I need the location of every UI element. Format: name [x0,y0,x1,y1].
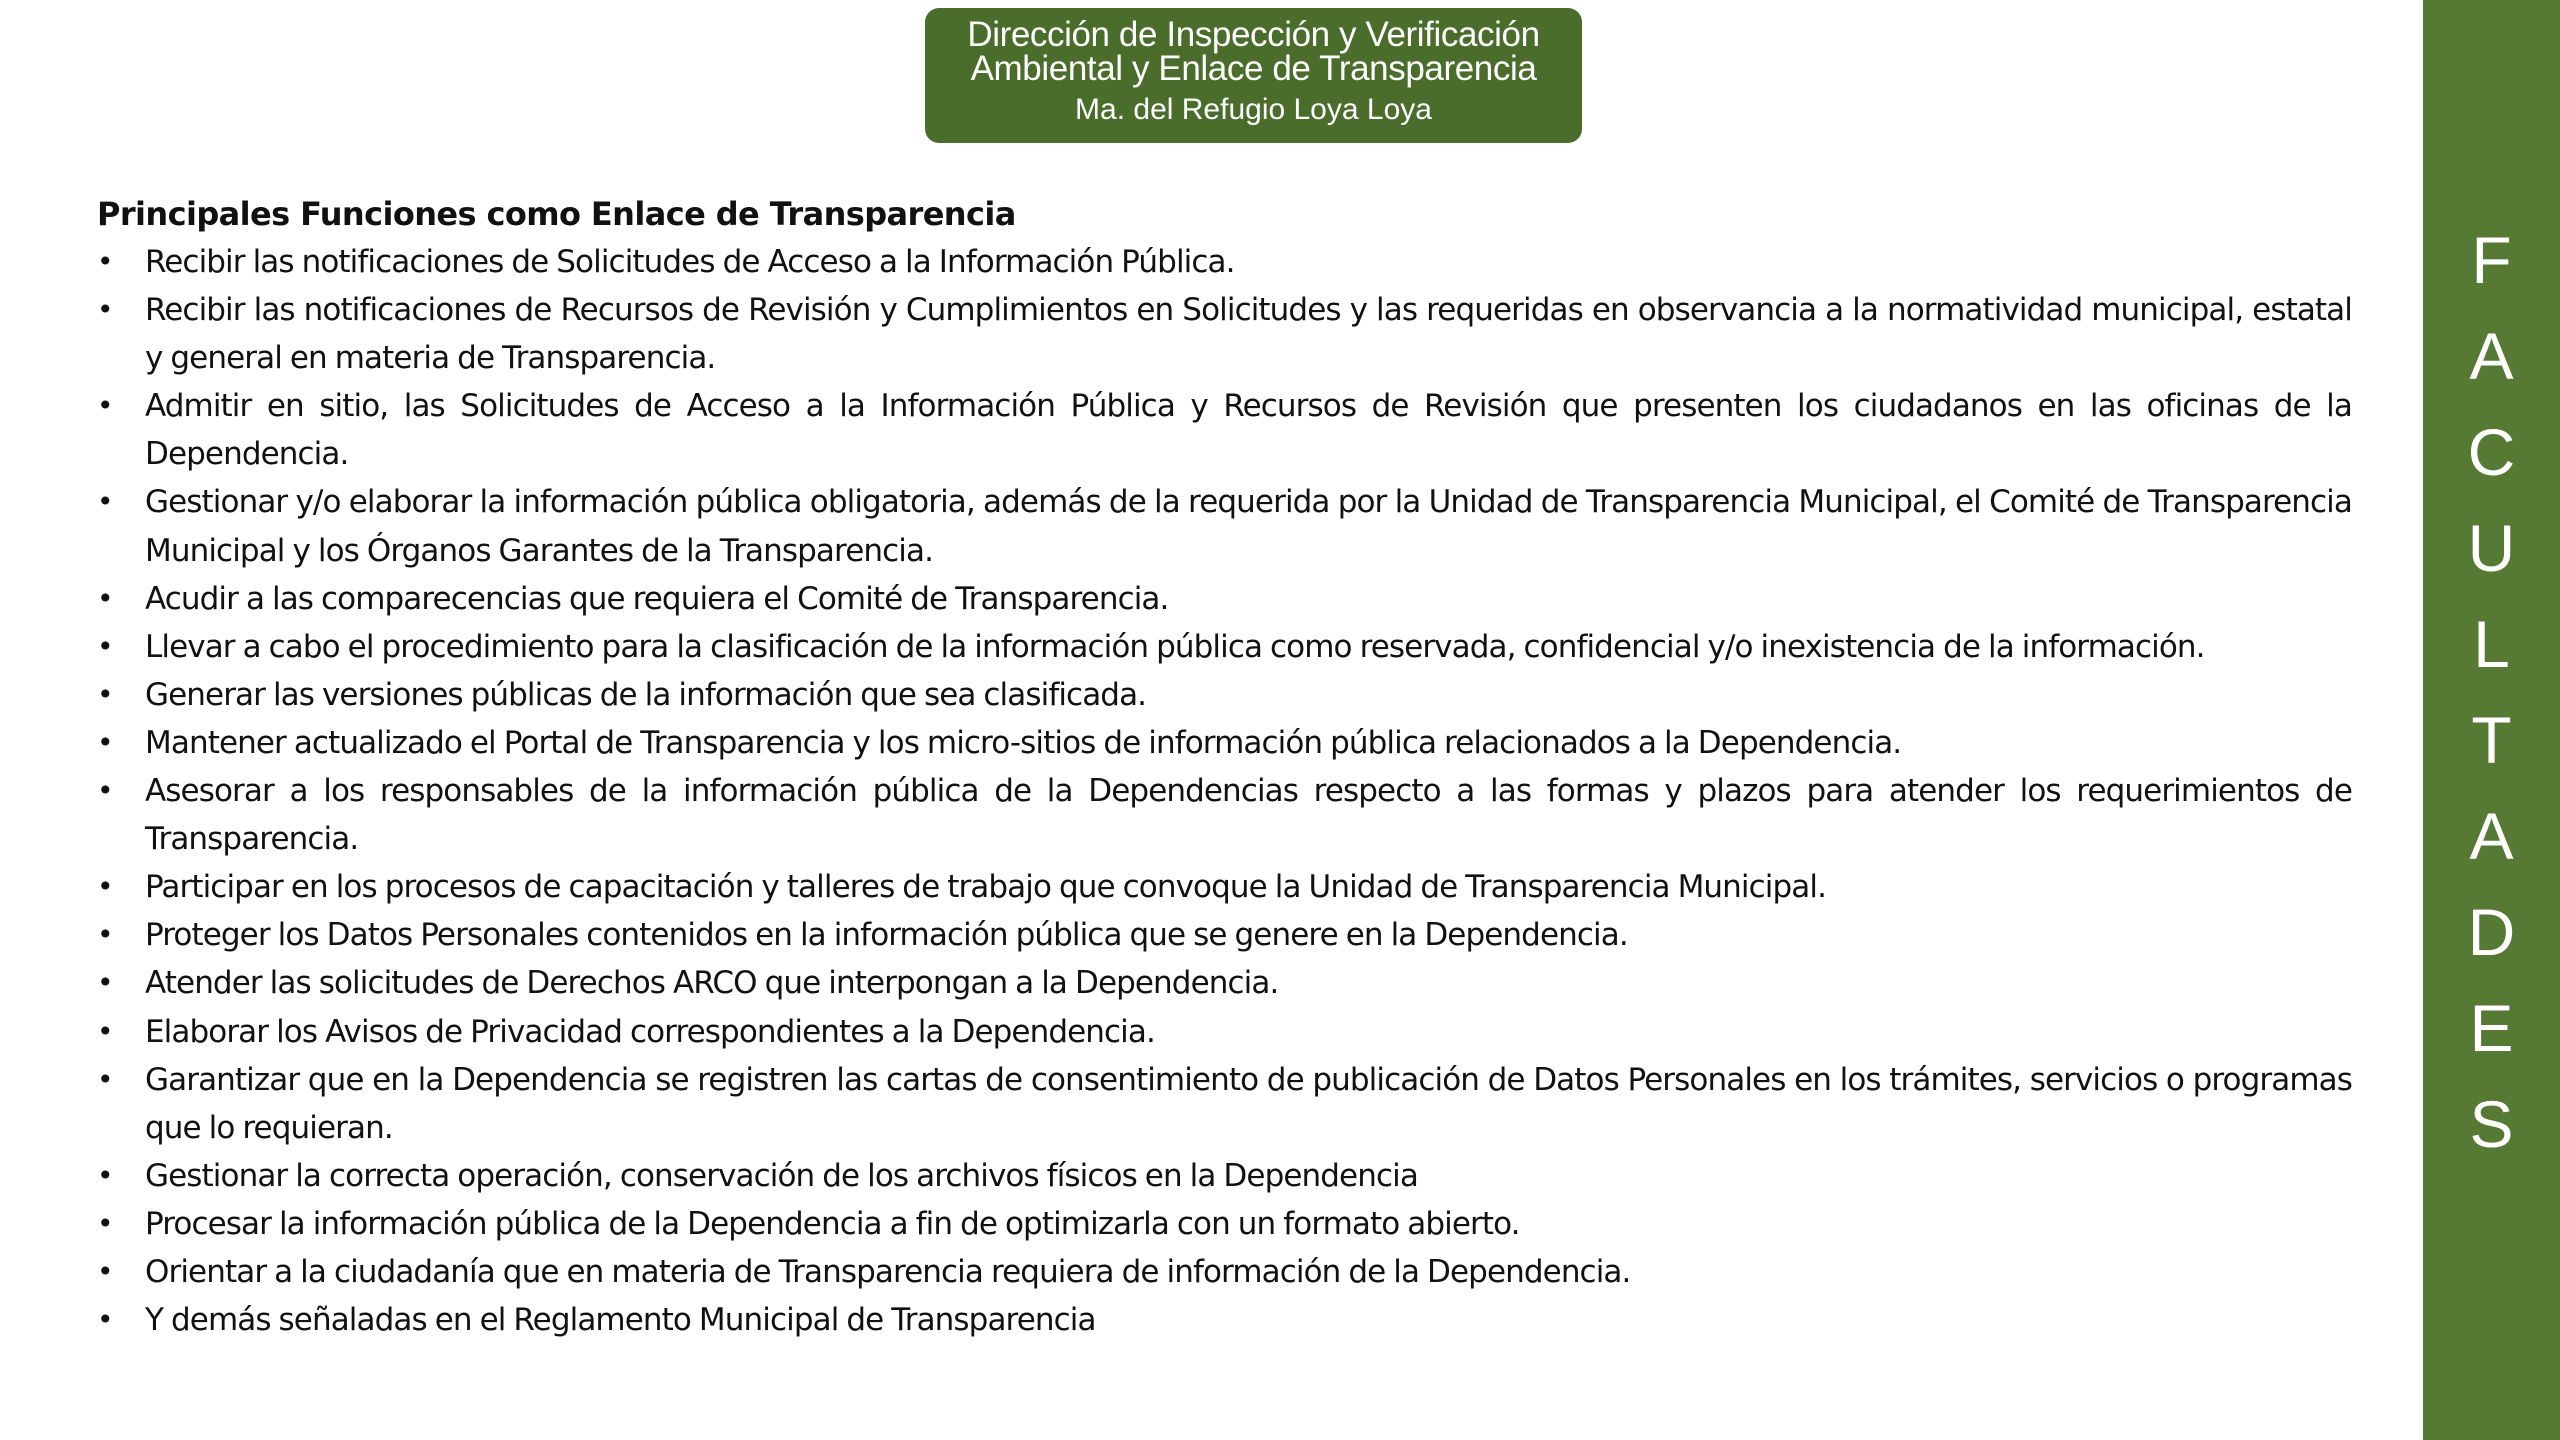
list-item [97,1056,2352,1152]
list-item [97,382,2352,478]
sidebar-letter: S [2469,1087,2514,1161]
bullet-icon: • [97,677,113,711]
sidebar-letter: E [2469,991,2514,1065]
bullet-icon: • [97,966,113,1000]
bullet-icon: • [97,1206,113,1240]
sidebar-letter: D [2467,895,2516,969]
bullet-icon: • [97,918,113,952]
header-box [925,8,1582,143]
list-item [97,286,2352,382]
section-heading: Principales Funciones como Enlace de Transparencia [97,195,1016,233]
list-item-text: Elaborar los Avisos de Privacidad correspondientes a la Dependencia. [145,1013,1155,1050]
bullet-icon: • [97,485,113,519]
list-item [97,1152,2352,1200]
list-item-text: Asesorar a los responsables de la información pública de la Dependencias respecto a las formas y plazos para atender los requerimientos de Transparencia. [145,773,2352,858]
bullet-icon: • [97,1254,113,1288]
bullet-icon: • [97,389,113,423]
sidebar-letter: F [2471,223,2512,297]
bullet-icon: • [97,1062,113,1096]
sidebar-letter: A [2469,799,2514,873]
list-item-text: Participar en los procesos de capacitación y talleres de trabajo que convoque la Unidad de Transparencia Municipal. [145,869,1827,906]
list-item-text: Acudir a las comparecencias que requiera el Comité de Transparencia. [145,580,1169,617]
sidebar-letter: L [2473,607,2510,681]
list-item [97,1200,2352,1248]
list-item [97,719,2352,767]
list-item [97,959,2352,1007]
bullet-icon: • [97,293,113,327]
list-item [97,1008,2352,1056]
list-item [97,767,2352,863]
list-item-text: Mantener actualizado el Portal de Transparencia y los micro-sitios de información pública relacionados a la Dependencia. [145,724,1902,761]
sidebar-letter: C [2467,415,2516,489]
list-item-text: Recibir las notificaciones de Solicitudes de Acceso a la Información Pública. [145,244,1235,280]
list-item-text: Gestionar y/o elaborar la información pública obligatoria, además de la requerida por la Unidad de Transparencia Municipal, el Comité de Transparencia Municipal y los Órganos Garantes de la Transparencia. [145,484,2352,569]
header-person-name: Ma. del Refugio Loya Loya [1075,93,1432,126]
bullet-icon: • [97,1303,113,1337]
list-item [97,1296,2352,1344]
bullet-icon: • [97,629,113,663]
list-item-text: Atender las solicitudes de Derechos ARCO que interpongan a la Dependencia. [145,965,1279,1002]
list-item [97,575,2352,623]
header-title-line-2: Ambiental y Enlace de Transparencia [970,49,1537,88]
functions-list [97,238,2352,1344]
header-title-line-1: Dirección de Inspección y Verificación [967,15,1540,54]
list-item-text: Garantizar que en la Dependencia se registren las cartas de consentimiento de publicación de Datos Personales en los trámites, servicios o programas que lo requieran. [145,1061,2352,1146]
bullet-icon: • [97,1158,113,1192]
bullet-icon: • [97,581,113,615]
list-item [97,238,2352,286]
list-item-text: Generar las versiones públicas de la información que sea clasificada. [145,676,1147,713]
list-item [97,623,2352,671]
list-item [97,478,2352,574]
list-item [97,671,2352,719]
list-item [97,863,2352,911]
list-item-text: Llevar a cabo el procedimiento para la clasificación de la información pública como reservada, confidencial y/o inexistencia de la información. [145,628,2205,665]
list-item [97,911,2352,959]
sidebar-letter: T [2471,703,2512,777]
bullet-icon: • [97,774,113,808]
list-item-text: Y demás señaladas en el Reglamento Municipal de Transparencia [145,1302,1096,1339]
sidebar-letter: U [2467,511,2516,585]
bullet-icon: • [97,725,113,759]
functions-section [97,190,2352,1344]
list-item-text: Orientar a la ciudadanía que en materia de Transparencia requiera de información de la Dependencia. [145,1253,1631,1290]
list-item-text: Procesar la información pública de la Dependencia a fin de optimizarla con un formato abierto. [145,1205,1520,1242]
sidebar-letter: A [2469,319,2514,393]
sidebar-vertical-title [2423,0,2560,1440]
list-item-text: Proteger los Datos Personales contenidos en la información pública que se genere en la Dependencia. [145,917,1628,954]
list-item-text: Admitir en sitio, las Solicitudes de Acceso a la Información Pública y Recursos de Revisión que presenten los ciudadanos en las oficinas de la Dependencia. [145,388,2352,473]
bullet-icon: • [97,1014,113,1048]
list-item-text: Gestionar la correcta operación, conservación de los archivos físicos en la Dependencia [145,1157,1418,1194]
bullet-icon: • [97,870,113,904]
list-item [97,1248,2352,1296]
list-item-text: Recibir las notificaciones de Recursos de Revisión y Cumplimientos en Solicitudes y las requeridas en observancia a la normatividad municipal, estatal y general en materia de Transparencia. [145,292,2352,377]
bullet-icon: • [97,245,113,278]
